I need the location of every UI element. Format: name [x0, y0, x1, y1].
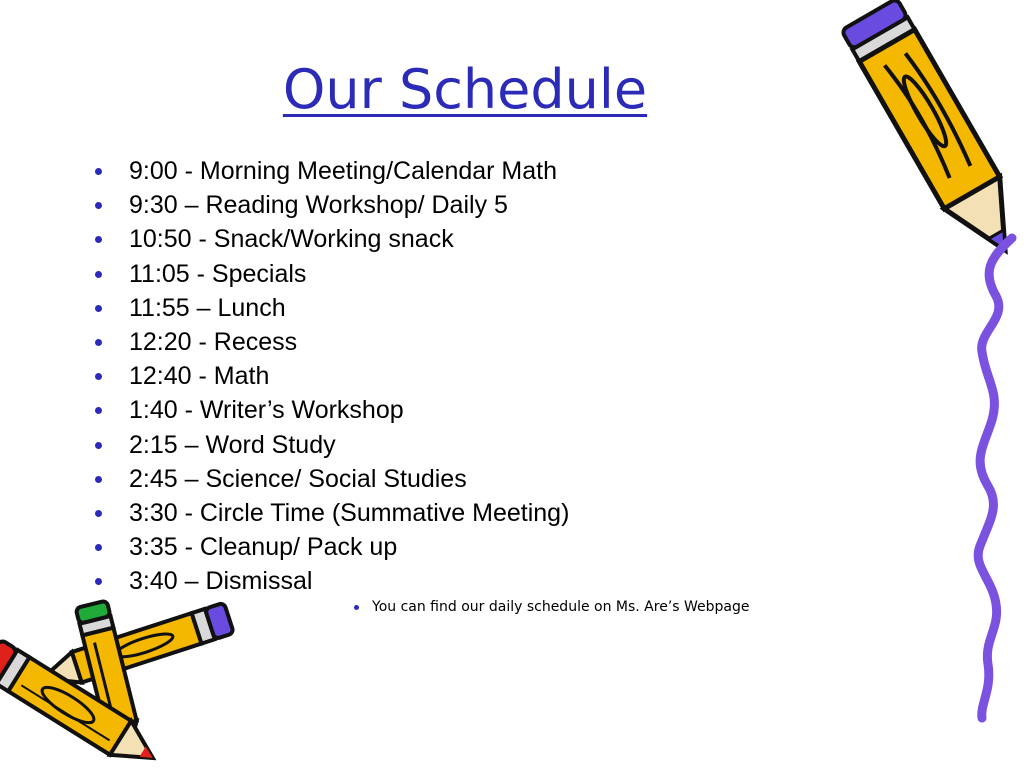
- list-item: 2:15 – Word Study: [92, 428, 792, 462]
- page-title: Our Schedule: [282, 58, 648, 121]
- list-item: 3:30 - Circle Time (Summative Meeting): [92, 496, 792, 530]
- list-item: 2:45 – Science/ Social Studies: [92, 462, 792, 496]
- list-item: 11:05 - Specials: [92, 257, 792, 291]
- list-item: 12:20 - Recess: [92, 325, 792, 359]
- list-item: 11:55 – Lunch: [92, 291, 792, 325]
- list-item: 12:40 - Math: [92, 359, 792, 393]
- list-item: 9:00 - Morning Meeting/Calendar Math: [92, 154, 792, 188]
- list-item: 1:40 - Writer’s Workshop: [92, 393, 792, 427]
- list-item: 3:40 – Dismissal: [92, 564, 792, 598]
- webpage-note: You can find our daily schedule on Ms. Are’s Webpage: [352, 597, 750, 617]
- list-item: 9:30 – Reading Workshop/ Daily 5: [92, 188, 792, 222]
- list-item: 3:35 - Cleanup/ Pack up: [92, 530, 792, 564]
- list-item: 10:50 - Snack/Working snack: [92, 222, 792, 256]
